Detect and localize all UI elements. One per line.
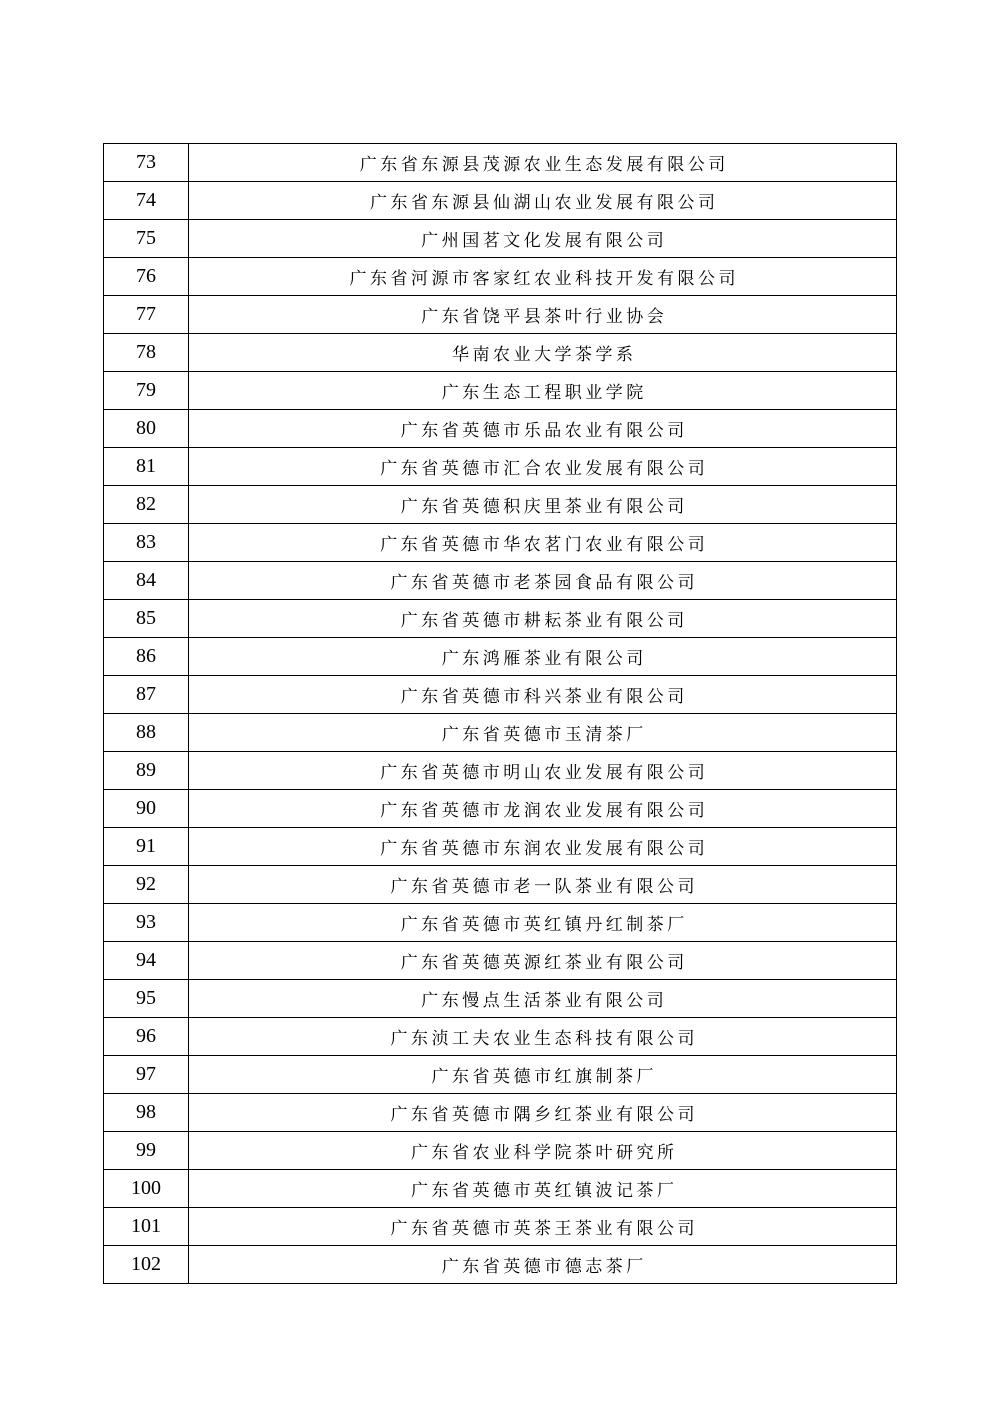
company-name-cell: 广东省英德市东润农业发展有限公司 bbox=[189, 828, 897, 866]
company-name-cell: 广东生态工程职业学院 bbox=[189, 372, 897, 410]
row-number-cell: 77 bbox=[104, 296, 189, 334]
company-name-cell: 广东鸿雁茶业有限公司 bbox=[189, 638, 897, 676]
row-number-cell: 83 bbox=[104, 524, 189, 562]
table-row bbox=[104, 942, 897, 980]
row-number-cell: 99 bbox=[104, 1132, 189, 1170]
company-name-cell: 广东省英德市乐品农业有限公司 bbox=[189, 410, 897, 448]
row-number-cell: 90 bbox=[104, 790, 189, 828]
table-row bbox=[104, 752, 897, 790]
row-number-cell: 88 bbox=[104, 714, 189, 752]
table-row bbox=[104, 296, 897, 334]
table-row bbox=[104, 676, 897, 714]
table-body bbox=[104, 144, 897, 1284]
table-row bbox=[104, 182, 897, 220]
table-row bbox=[104, 372, 897, 410]
company-name-cell: 广东省英德市英红镇波记茶厂 bbox=[189, 1170, 897, 1208]
row-number-cell: 79 bbox=[104, 372, 189, 410]
company-table bbox=[103, 143, 897, 1284]
row-number-cell: 93 bbox=[104, 904, 189, 942]
company-name-cell: 广东省英德市汇合农业发展有限公司 bbox=[189, 448, 897, 486]
table-row bbox=[104, 334, 897, 372]
company-name-cell: 广东省英德积庆里茶业有限公司 bbox=[189, 486, 897, 524]
table-row bbox=[104, 1208, 897, 1246]
table-row bbox=[104, 828, 897, 866]
row-number-cell: 87 bbox=[104, 676, 189, 714]
row-number-cell: 96 bbox=[104, 1018, 189, 1056]
company-name-cell: 广东省英德市英茶王茶业有限公司 bbox=[189, 1208, 897, 1246]
row-number-cell: 81 bbox=[104, 448, 189, 486]
table-row bbox=[104, 486, 897, 524]
table-row bbox=[104, 904, 897, 942]
row-number-cell: 92 bbox=[104, 866, 189, 904]
company-name-cell: 广东慢点生活茶业有限公司 bbox=[189, 980, 897, 1018]
row-number-cell: 85 bbox=[104, 600, 189, 638]
company-name-cell: 广东省东源县仙湖山农业发展有限公司 bbox=[189, 182, 897, 220]
table-row bbox=[104, 1132, 897, 1170]
row-number-cell: 73 bbox=[104, 144, 189, 182]
table-row bbox=[104, 1094, 897, 1132]
company-name-cell: 广东省英德市德志茶厂 bbox=[189, 1246, 897, 1284]
row-number-cell: 74 bbox=[104, 182, 189, 220]
company-name-cell: 华南农业大学茶学系 bbox=[189, 334, 897, 372]
company-name-cell: 广东省农业科学院茶叶研究所 bbox=[189, 1132, 897, 1170]
row-number-cell: 94 bbox=[104, 942, 189, 980]
table-row bbox=[104, 220, 897, 258]
row-number-cell: 80 bbox=[104, 410, 189, 448]
table-row bbox=[104, 638, 897, 676]
table-row bbox=[104, 1018, 897, 1056]
table-row bbox=[104, 1246, 897, 1284]
company-name-cell: 广东省英德市耕耘茶业有限公司 bbox=[189, 600, 897, 638]
table-row bbox=[104, 790, 897, 828]
row-number-cell: 89 bbox=[104, 752, 189, 790]
company-name-cell: 广东省英德市英红镇丹红制茶厂 bbox=[189, 904, 897, 942]
row-number-cell: 100 bbox=[104, 1170, 189, 1208]
company-name-cell: 广东省英德市老一队茶业有限公司 bbox=[189, 866, 897, 904]
company-name-cell: 广东省英德市华农茗门农业有限公司 bbox=[189, 524, 897, 562]
table-row bbox=[104, 714, 897, 752]
table-row bbox=[104, 448, 897, 486]
row-number-cell: 102 bbox=[104, 1246, 189, 1284]
row-number-cell: 86 bbox=[104, 638, 189, 676]
table-row bbox=[104, 524, 897, 562]
row-number-cell: 98 bbox=[104, 1094, 189, 1132]
company-name-cell: 广东省英德市红旗制茶厂 bbox=[189, 1056, 897, 1094]
table-row bbox=[104, 562, 897, 600]
company-name-cell: 广东省英德市明山农业发展有限公司 bbox=[189, 752, 897, 790]
row-number-cell: 75 bbox=[104, 220, 189, 258]
company-name-cell: 广东省饶平县茶叶行业协会 bbox=[189, 296, 897, 334]
row-number-cell: 91 bbox=[104, 828, 189, 866]
table-row bbox=[104, 866, 897, 904]
table-row bbox=[104, 410, 897, 448]
row-number-cell: 101 bbox=[104, 1208, 189, 1246]
row-number-cell: 95 bbox=[104, 980, 189, 1018]
company-name-cell: 广东省英德市玉清茶厂 bbox=[189, 714, 897, 752]
company-name-cell: 广州国茗文化发展有限公司 bbox=[189, 220, 897, 258]
table-row bbox=[104, 258, 897, 296]
company-name-cell: 广东浈工夫农业生态科技有限公司 bbox=[189, 1018, 897, 1056]
company-name-cell: 广东省英德市老茶园食品有限公司 bbox=[189, 562, 897, 600]
company-name-cell: 广东省英德市龙润农业发展有限公司 bbox=[189, 790, 897, 828]
company-name-cell: 广东省英德市隅乡红茶业有限公司 bbox=[189, 1094, 897, 1132]
company-name-cell: 广东省东源县茂源农业生态发展有限公司 bbox=[189, 144, 897, 182]
company-name-cell: 广东省英德英源红茶业有限公司 bbox=[189, 942, 897, 980]
row-number-cell: 97 bbox=[104, 1056, 189, 1094]
row-number-cell: 82 bbox=[104, 486, 189, 524]
company-name-cell: 广东省英德市科兴茶业有限公司 bbox=[189, 676, 897, 714]
company-name-cell: 广东省河源市客家红农业科技开发有限公司 bbox=[189, 258, 897, 296]
table-row bbox=[104, 980, 897, 1018]
table-row bbox=[104, 144, 897, 182]
table-row bbox=[104, 1170, 897, 1208]
row-number-cell: 76 bbox=[104, 258, 189, 296]
row-number-cell: 78 bbox=[104, 334, 189, 372]
table-row bbox=[104, 600, 897, 638]
row-number-cell: 84 bbox=[104, 562, 189, 600]
table-row bbox=[104, 1056, 897, 1094]
